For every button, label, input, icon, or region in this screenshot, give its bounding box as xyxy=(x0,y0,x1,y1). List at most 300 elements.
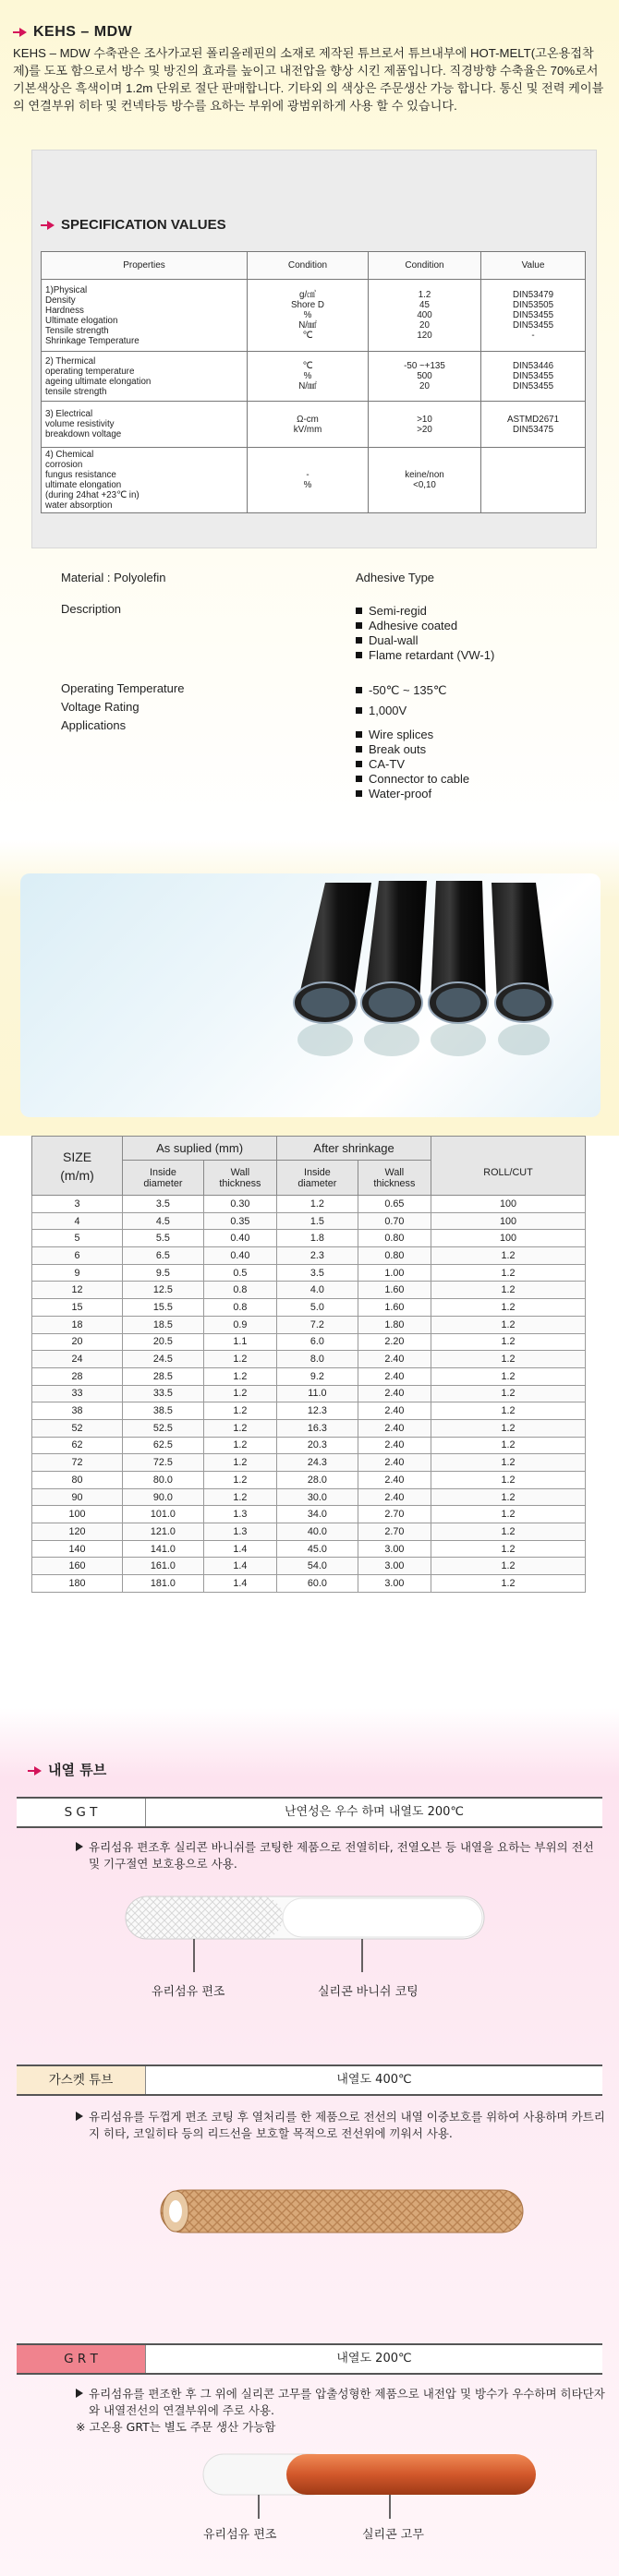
voltage-label: Voltage Rating xyxy=(61,700,140,714)
table-cell: 72.5 xyxy=(123,1454,204,1472)
table-cell: 3.00 xyxy=(358,1558,431,1575)
table-cell: 1.2 xyxy=(431,1402,586,1420)
table-cell: 0.40 xyxy=(203,1247,276,1265)
wall-header xyxy=(203,1161,276,1196)
spec-cell-line: 20 xyxy=(419,320,430,331)
spec-row xyxy=(42,448,586,513)
table-cell: 62 xyxy=(32,1437,123,1454)
grt-note xyxy=(76,2386,606,2436)
triangle-bullet-icon xyxy=(76,2389,83,2398)
table-row xyxy=(32,1454,586,1472)
arrow-bullet-icon xyxy=(41,220,55,231)
size-table xyxy=(31,1136,586,1593)
spec-cell-line: Density xyxy=(45,295,76,306)
spec-cell-line: g/㎤ xyxy=(299,290,316,300)
spec-cell-line: operating temperature xyxy=(45,366,135,377)
table-cell: 1.2 xyxy=(203,1488,276,1506)
table-cell: 2.40 xyxy=(358,1385,431,1402)
sgt-bar xyxy=(17,1797,602,1828)
spec-cell-line: - xyxy=(531,331,535,341)
spec-cell-line: % xyxy=(303,310,312,320)
table-cell: 5.5 xyxy=(123,1230,204,1247)
table-row xyxy=(32,1385,586,1402)
table-cell: 15.5 xyxy=(123,1299,204,1317)
table-cell: 0.80 xyxy=(358,1230,431,1247)
diameter-header-text: diameter xyxy=(143,1177,183,1189)
table-cell: 141.0 xyxy=(123,1540,204,1558)
wall-header-text: Wall xyxy=(384,1166,405,1178)
table-cell: 0.80 xyxy=(358,1247,431,1265)
page-title xyxy=(13,24,132,41)
table-cell: 0.40 xyxy=(203,1230,276,1247)
table-cell: 3.5 xyxy=(277,1264,358,1282)
table-cell: 18.5 xyxy=(123,1316,204,1333)
table-cell: 1.1 xyxy=(203,1333,276,1351)
spec-cell-line: 1)Physical xyxy=(45,284,88,295)
table-cell: 24.3 xyxy=(277,1454,358,1472)
spec-cell-line: DIN53475 xyxy=(512,424,554,435)
table-cell: 0.70 xyxy=(358,1212,431,1230)
spec-cell-cond2 xyxy=(369,352,481,402)
table-cell: 6.5 xyxy=(123,1247,204,1265)
table-cell: 12.3 xyxy=(277,1402,358,1420)
table-row xyxy=(32,1558,586,1575)
grt-bar xyxy=(17,2343,602,2375)
table-row xyxy=(32,1333,586,1351)
table-row xyxy=(32,1196,586,1213)
spec-cell-cond1 xyxy=(248,402,369,448)
table-cell: 100 xyxy=(431,1212,586,1230)
table-cell: 1.2 xyxy=(431,1523,586,1541)
spec-cell-line: (during 24hat +23℃ in) xyxy=(45,490,140,500)
table-cell: 38.5 xyxy=(123,1402,204,1420)
triangle-bullet-icon xyxy=(76,2112,83,2121)
table-cell: 0.9 xyxy=(203,1316,276,1333)
table-row xyxy=(32,1212,586,1230)
application-item: Water-proof xyxy=(356,787,469,801)
table-cell: 120 xyxy=(32,1523,123,1541)
sgt-desc: 난연성은 우수 하며 내열도 200℃ xyxy=(284,1805,465,1819)
table-cell: 2.40 xyxy=(358,1351,431,1368)
spec-cell-line: ℃ xyxy=(302,361,313,371)
table-cell: 1.2 xyxy=(431,1419,586,1437)
table-row xyxy=(32,1316,586,1333)
spec-heading xyxy=(41,217,226,233)
table-cell: 9.2 xyxy=(277,1367,358,1385)
table-cell: 2.40 xyxy=(358,1402,431,1420)
spec-cell-cond2 xyxy=(369,280,481,352)
table-cell: 1.2 xyxy=(277,1196,358,1213)
table-row xyxy=(32,1402,586,1420)
table-cell: 1.2 xyxy=(203,1385,276,1402)
table-cell: 5.0 xyxy=(277,1299,358,1317)
table-cell: 0.30 xyxy=(203,1196,276,1213)
grt-caption-braid: 유리섬유 편조 xyxy=(203,2528,277,2542)
gasket-name: 가스켓 튜브 xyxy=(17,2066,146,2094)
sgt-note-text: 유리섬유 편조후 실리콘 바니쉬를 코팅한 제품으로 전열히타, 전열오븐 등 내열을 요하는 부위의 전선 및 기구절연 보호용으로 사용. xyxy=(89,1840,594,1871)
table-cell: 1.2 xyxy=(203,1472,276,1489)
table-cell: 38 xyxy=(32,1402,123,1420)
op-temp-value: -50℃ ~ 135℃ xyxy=(356,683,447,698)
table-cell: 2.70 xyxy=(358,1523,431,1541)
table-cell: 100 xyxy=(32,1506,123,1523)
table-cell: 72 xyxy=(32,1454,123,1472)
table-row xyxy=(32,1506,586,1523)
inside-header xyxy=(277,1161,358,1196)
table-cell: 1.5 xyxy=(277,1212,358,1230)
table-cell: 1.60 xyxy=(358,1282,431,1299)
spec-cell-cond1 xyxy=(248,448,369,513)
table-cell: 1.2 xyxy=(431,1247,586,1265)
spec-cell-prop xyxy=(42,402,248,448)
spec-cell-prop xyxy=(42,448,248,513)
table-cell: 62.5 xyxy=(123,1437,204,1454)
table-row xyxy=(32,1247,586,1265)
arrow-bullet-icon xyxy=(13,27,28,38)
table-cell: 1.2 xyxy=(431,1299,586,1317)
inside-header xyxy=(123,1161,204,1196)
table-cell: 11.0 xyxy=(277,1385,358,1402)
spec-cell-prop xyxy=(42,280,248,352)
table-row xyxy=(32,1575,586,1593)
spec-cell-value xyxy=(481,448,586,513)
spec-cell-value xyxy=(481,352,586,402)
adhesive-label: Adhesive Type xyxy=(356,571,435,584)
table-cell: 3 xyxy=(32,1196,123,1213)
table-cell: 1.2 xyxy=(431,1540,586,1558)
table-cell: 1.2 xyxy=(203,1419,276,1437)
inside-header-text: Inside xyxy=(150,1166,176,1178)
table-cell: 20.3 xyxy=(277,1437,358,1454)
table-cell: 100 xyxy=(431,1196,586,1213)
spec-inner xyxy=(31,150,597,548)
table-cell: 20.5 xyxy=(123,1333,204,1351)
table-cell: 3.00 xyxy=(358,1575,431,1593)
table-cell: 2.20 xyxy=(358,1333,431,1351)
spec-heading-text: SPECIFICATION VALUES xyxy=(61,217,226,233)
table-cell: 1.2 xyxy=(203,1454,276,1472)
table-cell: 45.0 xyxy=(277,1540,358,1558)
table-cell: 20 xyxy=(32,1333,123,1351)
table-cell: 12.5 xyxy=(123,1282,204,1299)
spec-cell-line: >10 xyxy=(417,414,432,425)
voltage-value: 1,000V xyxy=(356,704,407,718)
heat-title xyxy=(28,1760,106,1779)
table-cell: 2.3 xyxy=(277,1247,358,1265)
table-cell: 4.0 xyxy=(277,1282,358,1299)
table-row xyxy=(32,1351,586,1368)
spec-header: Condition xyxy=(369,252,481,280)
triangle-bullet-icon xyxy=(76,1842,83,1851)
op-temp-label: Operating Temperature xyxy=(61,681,185,695)
size-header-text: SIZE xyxy=(62,1149,92,1164)
application-item: Wire splices xyxy=(356,728,469,742)
description-item: Dual-wall xyxy=(356,633,494,648)
inside-header-text: Inside xyxy=(303,1166,331,1178)
table-cell: 1.2 xyxy=(203,1402,276,1420)
spec-cell-cond1 xyxy=(248,352,369,402)
spec-header: Condition xyxy=(248,252,369,280)
spec-header: Value xyxy=(481,252,586,280)
sgt-name: S G T xyxy=(17,1799,146,1826)
table-cell: 9.5 xyxy=(123,1264,204,1282)
spec-cell-line: 500 xyxy=(417,371,432,381)
table-cell: 33.5 xyxy=(123,1385,204,1402)
table-cell: 2.40 xyxy=(358,1437,431,1454)
spec-cell-line: -50 ~+135 xyxy=(404,361,445,371)
table-cell: 3.5 xyxy=(123,1196,204,1213)
table-cell: 1.2 xyxy=(431,1316,586,1333)
size-header-unit: (m/m) xyxy=(60,1167,94,1183)
sgt-note xyxy=(89,1839,606,1872)
sgt-caption-coating: 실리콘 바니쉬 코팅 xyxy=(318,1985,419,1999)
spec-cell-line: DIN53455 xyxy=(512,310,554,320)
table-cell: 28.5 xyxy=(123,1367,204,1385)
spec-cell-line: 400 xyxy=(417,310,432,320)
table-cell: 0.65 xyxy=(358,1196,431,1213)
gasket-bar xyxy=(17,2064,602,2096)
spec-cell-line: water absorption xyxy=(45,500,113,511)
spec-cell-line: DIN53479 xyxy=(512,290,554,300)
table-cell: 40.0 xyxy=(277,1523,358,1541)
table-row xyxy=(32,1488,586,1506)
table-cell: 0.35 xyxy=(203,1212,276,1230)
table-cell: 1.2 xyxy=(203,1437,276,1454)
after-header: After shrinkage xyxy=(277,1137,431,1161)
table-cell: 2.40 xyxy=(358,1488,431,1506)
table-cell: 30.0 xyxy=(277,1488,358,1506)
table-cell: 5 xyxy=(32,1230,123,1247)
spec-cell-line: N/㎟ xyxy=(298,320,317,331)
table-cell: 1.8 xyxy=(277,1230,358,1247)
table-cell: 8.0 xyxy=(277,1351,358,1368)
product-photo xyxy=(20,873,601,1117)
table-cell: 0.8 xyxy=(203,1282,276,1299)
tubes-illustration xyxy=(20,873,601,1117)
table-cell: 1.4 xyxy=(203,1575,276,1593)
table-cell: 1.2 xyxy=(431,1506,586,1523)
applications-label: Applications xyxy=(61,718,127,732)
material-label: Material : Polyolefin xyxy=(61,571,166,584)
spec-cell-line: fungus resistance xyxy=(45,470,116,480)
table-cell: 28.0 xyxy=(277,1472,358,1489)
table-cell: 100 xyxy=(431,1230,586,1247)
table-cell: 1.2 xyxy=(431,1575,586,1593)
spec-cell-line: corrosion xyxy=(45,460,83,470)
table-row xyxy=(32,1419,586,1437)
size-header xyxy=(32,1137,123,1196)
spec-cell-line: 2) Thermical xyxy=(45,355,96,367)
table-cell: 1.2 xyxy=(431,1264,586,1282)
table-row xyxy=(32,1264,586,1282)
table-cell: 181.0 xyxy=(123,1575,204,1593)
table-row xyxy=(32,1299,586,1317)
spec-cell-line: Tensile strength xyxy=(45,325,109,336)
application-item: Connector to cable xyxy=(356,772,469,787)
table-cell: 7.2 xyxy=(277,1316,358,1333)
roll-header xyxy=(431,1137,586,1196)
grt-caption-rubber: 실리콘 고무 xyxy=(362,2528,424,2542)
spec-cell-line: DIN53446 xyxy=(512,361,554,371)
table-cell: 1.2 xyxy=(431,1472,586,1489)
spec-cell-line: Hardness xyxy=(45,305,84,316)
arrow-bullet-icon xyxy=(28,1765,42,1776)
table-cell: 2.40 xyxy=(358,1472,431,1489)
diameter-header-text: diameter xyxy=(297,1177,337,1189)
table-cell: 24 xyxy=(32,1351,123,1368)
wall-header xyxy=(358,1161,431,1196)
spec-cell-prop xyxy=(42,352,248,402)
spec-cell-line: DIN53455 xyxy=(512,371,554,381)
sgt-caption-braid: 유리섬유 편조 xyxy=(152,1985,225,1999)
table-cell: 52.5 xyxy=(123,1419,204,1437)
application-item: CA-TV xyxy=(356,757,469,772)
table-cell: 1.60 xyxy=(358,1299,431,1317)
table-cell: 24.5 xyxy=(123,1351,204,1368)
table-row xyxy=(32,1230,586,1247)
spec-header: Properties xyxy=(42,252,248,280)
table-cell: 2.40 xyxy=(358,1454,431,1472)
table-cell: 1.2 xyxy=(431,1488,586,1506)
spec-cell-line: breakdown voltage xyxy=(45,429,122,439)
spec-cell-cond2 xyxy=(369,402,481,448)
table-cell: 1.2 xyxy=(203,1351,276,1368)
spec-cell-line: 20 xyxy=(419,381,430,391)
table-row xyxy=(32,1523,586,1541)
spec-cell-line: keine/non xyxy=(405,470,444,480)
gasket-note-text: 유리섬유를 두껍게 편조 코팅 후 열처리를 한 제품으로 전선의 내열 이중보호를 위하여 사용하며 카트리지 히타, 코일히타 등의 리드선을 보호할 목적으로 전선위에 끼워서 사용. xyxy=(89,2110,605,2140)
spec-cell-line: ℃ xyxy=(302,331,313,341)
spec-table xyxy=(41,251,586,513)
table-cell: 18 xyxy=(32,1316,123,1333)
spec-cell-line: % xyxy=(303,371,312,381)
spec-cell-line: kV/mm xyxy=(293,424,322,435)
spec-cell-cond1 xyxy=(248,280,369,352)
supplied-header: As suplied (mm) xyxy=(123,1137,277,1161)
table-cell: 52 xyxy=(32,1419,123,1437)
spec-cell-line: % xyxy=(303,480,312,490)
spec-cell-line: Shrinkage Temperature xyxy=(45,335,140,346)
spec-row xyxy=(42,280,586,352)
table-cell: 1.2 xyxy=(431,1437,586,1454)
table-cell: 33 xyxy=(32,1385,123,1402)
spec-cell-line: 3) Electrical xyxy=(45,409,93,419)
voltage-list xyxy=(356,704,407,718)
table-cell: 4 xyxy=(32,1212,123,1230)
spec-row xyxy=(42,352,586,402)
spec-cell-line: ageing ultimate elongation xyxy=(45,376,152,387)
table-cell: 160 xyxy=(32,1558,123,1575)
gasket-tube-illustration xyxy=(148,2181,536,2245)
table-cell: 15 xyxy=(32,1299,123,1317)
sgt-tube-illustration xyxy=(120,1891,490,1974)
table-cell: 2.70 xyxy=(358,1506,431,1523)
spec-cell-value xyxy=(481,280,586,352)
table-cell: 34.0 xyxy=(277,1506,358,1523)
table-cell: 60.0 xyxy=(277,1575,358,1593)
table-row xyxy=(32,1367,586,1385)
table-cell: 1.2 xyxy=(203,1367,276,1385)
spec-cell-line: DIN53455 xyxy=(512,320,554,331)
table-cell: 4.5 xyxy=(123,1212,204,1230)
spec-cell-line: 120 xyxy=(417,331,432,341)
table-cell: 180 xyxy=(32,1575,123,1593)
table-cell: 1.2 xyxy=(431,1558,586,1575)
description-item: Flame retardant (VW-1) xyxy=(356,648,494,663)
description-label: Description xyxy=(61,602,122,616)
spec-cell-line: Ultimate elogation xyxy=(45,315,118,326)
spec-cell-line: - xyxy=(306,470,310,480)
spec-cell-line: DIN53505 xyxy=(512,300,554,310)
thickness-header-text: thickness xyxy=(219,1177,261,1189)
table-cell: 1.2 xyxy=(431,1367,586,1385)
table-cell: 90.0 xyxy=(123,1488,204,1506)
table-cell: 0.8 xyxy=(203,1299,276,1317)
table-cell: 9 xyxy=(32,1264,123,1282)
grt-note2-text: ※ 고온용 GRT는 별도 주문 생산 가능함 xyxy=(76,2420,276,2434)
table-cell: 1.2 xyxy=(431,1351,586,1368)
table-cell: 2.40 xyxy=(358,1367,431,1385)
grt-name: G R T xyxy=(17,2345,146,2373)
description-list xyxy=(356,604,494,663)
table-cell: 28 xyxy=(32,1367,123,1385)
table-cell: 90 xyxy=(32,1488,123,1506)
table-cell: 140 xyxy=(32,1540,123,1558)
spec-cell-line: ASTMD2671 xyxy=(506,414,560,425)
spec-cell-line: tensile strength xyxy=(45,386,107,397)
table-row xyxy=(32,1472,586,1489)
heat-section xyxy=(0,1708,619,2576)
gasket-desc: 내열도 400℃ xyxy=(336,2073,412,2087)
table-cell: 1.3 xyxy=(203,1523,276,1541)
table-cell: 0.5 xyxy=(203,1264,276,1282)
table-row xyxy=(32,1282,586,1299)
table-cell: 1.4 xyxy=(203,1558,276,1575)
table-cell: 1.2 xyxy=(431,1282,586,1299)
spec-cell-line: N/㎟ xyxy=(298,381,317,391)
table-cell: 1.4 xyxy=(203,1540,276,1558)
spec-cell-line: Ω-cm xyxy=(297,414,319,425)
table-cell: 80.0 xyxy=(123,1472,204,1489)
spec-cell-cond2 xyxy=(369,448,481,513)
spec-cell-line: ultimate elongation xyxy=(45,480,122,490)
application-item: Break outs xyxy=(356,742,469,757)
spec-cell-line: 4) Chemical xyxy=(45,450,94,460)
spec-cell-line: DIN53455 xyxy=(512,381,554,391)
properties-block xyxy=(0,565,619,842)
applications-list xyxy=(356,728,469,801)
spec-cell-line: volume resistivity xyxy=(45,419,115,429)
thickness-header-text: thickness xyxy=(373,1177,416,1189)
table-cell: 12 xyxy=(32,1282,123,1299)
table-cell: 101.0 xyxy=(123,1506,204,1523)
page-title-text: KEHS – MDW xyxy=(33,24,133,40)
table-row xyxy=(32,1437,586,1454)
table-cell: 1.2 xyxy=(431,1333,586,1351)
intro-text: KEHS – MDW 수축관은 조사가교된 폴리올레핀의 소재로 제작된 튜브로서 튜브내부에 HOT-MELT(고온용접착제)를 도포 함으로서 방수 및 방진의 효과를 높이고 내전압을 향상 시킨 제품입니다. 직경방향 수축율은 70%로서 기본색상은 흑색이며 1.2m 단위로 절단 판매합니다. 기타외 의 색상은 주문생산 가능 합니다. 통신 및 전력 케이블의 연결부위 히타 및 컨넥타등 방수를 요하는 부위에 광범위하게 사용 할 수 있습니다. xyxy=(13,46,604,113)
table-cell: 3.00 xyxy=(358,1540,431,1558)
table-cell: 6.0 xyxy=(277,1333,358,1351)
table-cell: 1.2 xyxy=(431,1385,586,1402)
spec-cell-line: <0,10 xyxy=(413,480,436,490)
spec-cell-line: >20 xyxy=(417,424,432,435)
table-cell: 161.0 xyxy=(123,1558,204,1575)
table-cell: 1.2 xyxy=(431,1454,586,1472)
table-cell: 121.0 xyxy=(123,1523,204,1541)
grt-desc: 내열도 200℃ xyxy=(336,2352,412,2365)
gasket-note xyxy=(89,2109,606,2142)
description-item: Semi-regid xyxy=(356,604,494,619)
